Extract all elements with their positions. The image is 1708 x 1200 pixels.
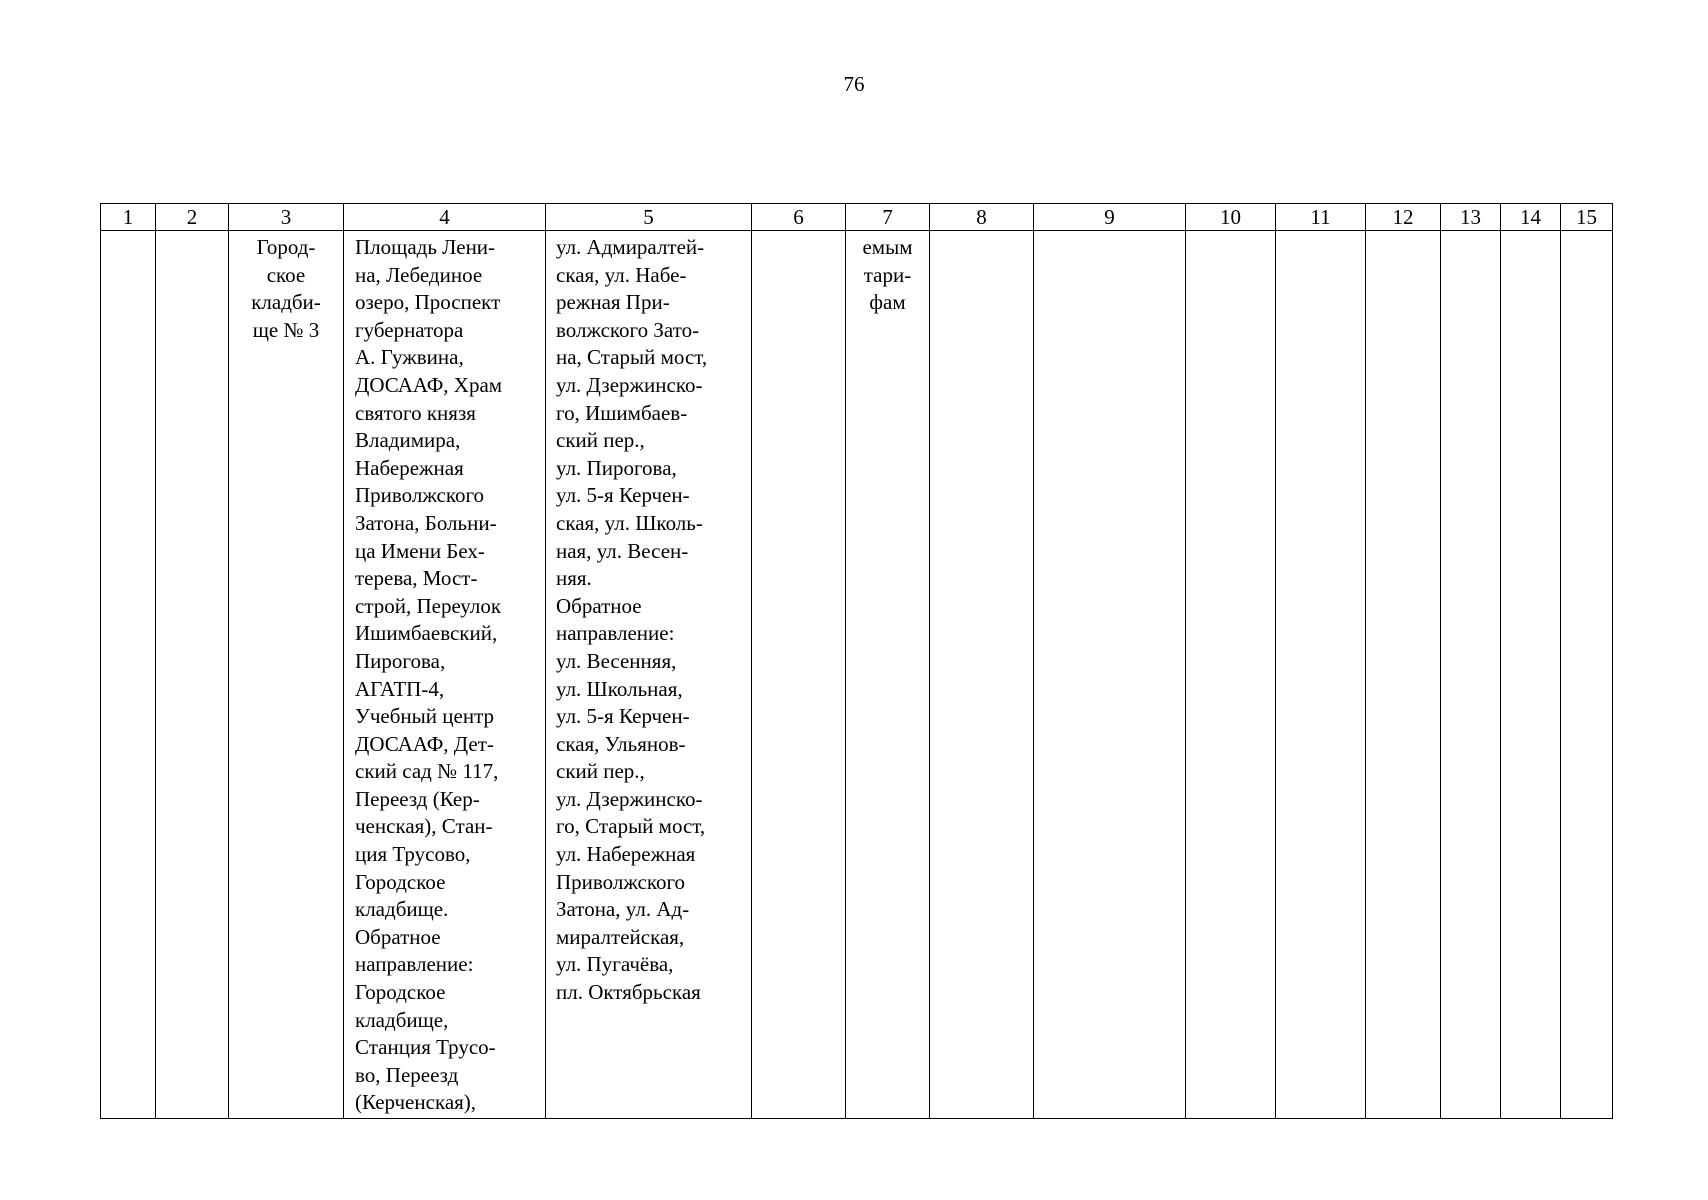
column-header-14: 14 (1501, 204, 1561, 231)
cell-col8 (930, 231, 1034, 1119)
column-header-8: 8 (930, 204, 1034, 231)
stops-list-text: Площадь Лени- на, Лебединое озеро, Проспект губернатора А. Гужвина, ДОСААФ, Храм святого князя Владимира, Набережная Приволжского Затона, Больни- ца Имени Бех- терева, Мост- строй, Переулок Ишимбаевский, Пирогова, АГАТП-4, Учебный центр ДОСААФ, Дет- ский сад № 117, Переезд (Кер- ченская), Стан- ция Трусово, Городское кладбище. Обратное направление: Городское кладбище, Станция Трусо- во, Переезд (Керченская), (355, 235, 503, 1115)
column-header-2: 2 (156, 204, 229, 231)
cell-col15-text (1561, 231, 1612, 234)
cell-col2-text (156, 231, 228, 234)
destination-stop-text: Город- ское кладби- ще № 3 (251, 235, 321, 342)
cell-col10-text (1186, 231, 1275, 234)
cell-col5 (546, 231, 752, 1119)
column-header-1: 1 (101, 204, 156, 231)
route-table (100, 203, 1613, 1119)
cell-col1 (101, 231, 156, 1119)
cell-col14 (1501, 231, 1561, 1119)
streets-list-text: ул. Адмиралтей- ская, ул. Набе- режная При- волжского Зато- на, Старый мост, ул. Дзержинско- го, Ишимбаев- ский пер., ул. Пирогова, ул. 5-я Керчен- ская, ул. Школь- ная, ул. Весен- няя. Обратное направление: ул. Весенняя, ул. Школьная, ул. 5-я Керчен- ская, Ульянов- ский пер., ул. Дзержинско- го, Старый мост, ул. Набережная Приволжского Затона, ул. Ад- миралтейская, ул. Пугачёва, пл. Октябрьская (556, 235, 708, 1005)
cell-col2 (156, 231, 229, 1119)
column-header-3: 3 (229, 204, 344, 231)
cell-col8-text (930, 231, 1033, 234)
cell-col15 (1561, 231, 1613, 1119)
cell-col6-text (752, 231, 845, 234)
cell-col12 (1366, 231, 1441, 1119)
cell-col13-text (1441, 231, 1500, 234)
column-header-5: 5 (546, 204, 752, 231)
column-header-9: 9 (1034, 204, 1186, 231)
cell-col13 (1441, 231, 1501, 1119)
column-header-15: 15 (1561, 204, 1613, 231)
column-header-12: 12 (1366, 204, 1441, 231)
cell-col10 (1186, 231, 1276, 1119)
column-header-6: 6 (752, 204, 846, 231)
cell-col12-text (1366, 231, 1440, 234)
cell-col4 (344, 231, 546, 1119)
cell-col7 (846, 231, 930, 1119)
column-header-7: 7 (846, 204, 930, 231)
cell-col11-text (1276, 231, 1365, 234)
column-header-10: 10 (1186, 204, 1276, 231)
cell-col3 (229, 231, 344, 1119)
cell-col9 (1034, 231, 1186, 1119)
column-header-11: 11 (1276, 204, 1366, 231)
cell-col6 (752, 231, 846, 1119)
table-row (101, 231, 1613, 1119)
cell-col11 (1276, 231, 1366, 1119)
header-row (101, 204, 1613, 231)
cell-col14-text (1501, 231, 1560, 234)
cell-col1-text (101, 231, 155, 234)
column-header-4: 4 (344, 204, 546, 231)
tariff-text: емым тари- фам (862, 235, 913, 315)
cell-col9-text (1034, 231, 1185, 234)
page-number: 76 (843, 72, 865, 96)
column-header-13: 13 (1441, 204, 1501, 231)
